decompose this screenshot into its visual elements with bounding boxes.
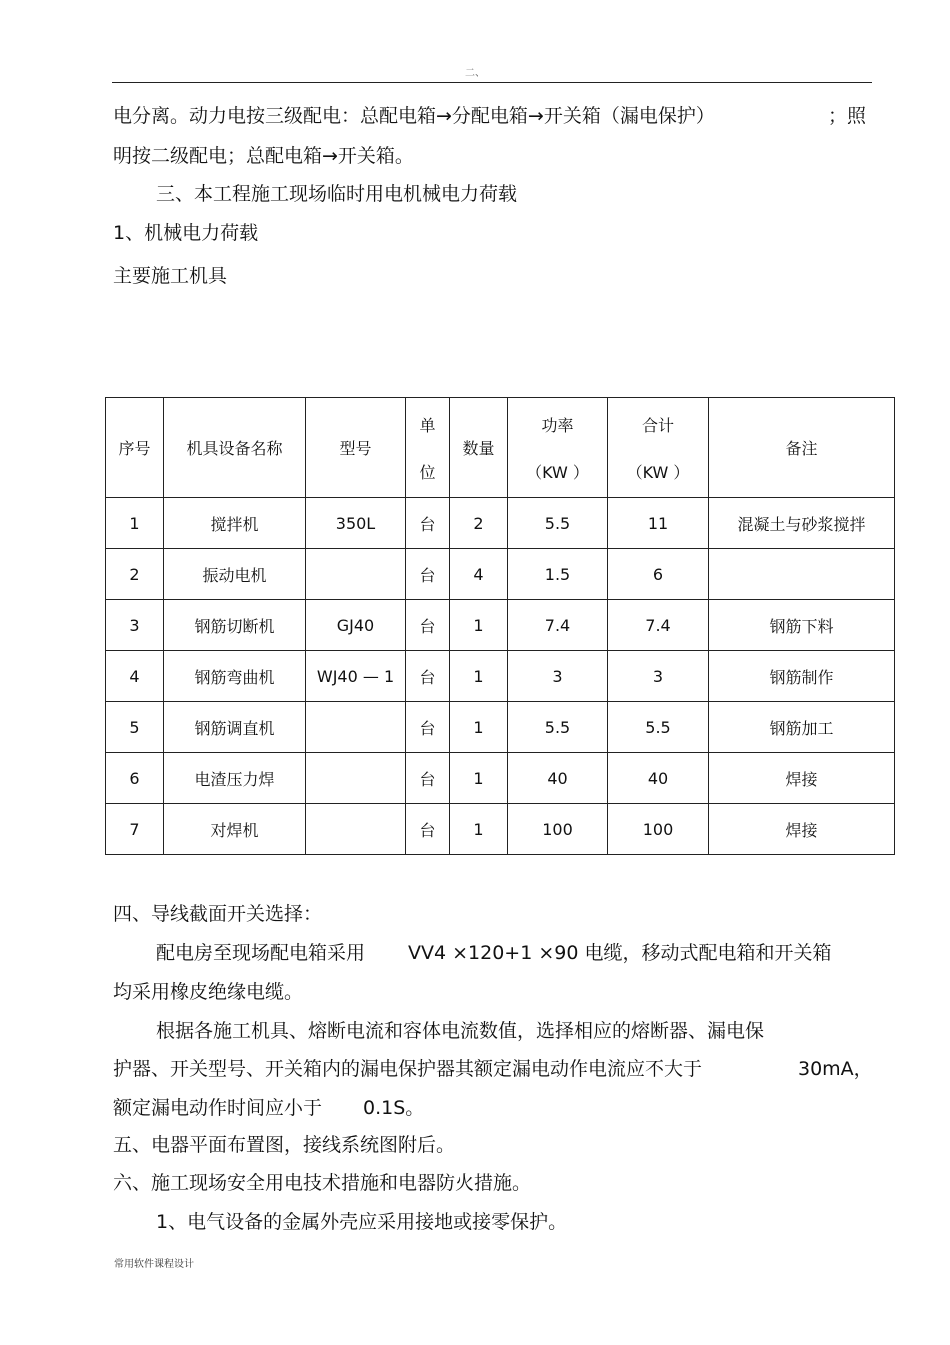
- section-6-title: 六、施工现场安全用电技术措施和电器防火措施。: [113, 1172, 532, 1194]
- page-footer: 常用软件课程设计: [114, 1259, 194, 1270]
- header-model: 型号: [306, 398, 406, 498]
- paragraph-line: 护器、开关型号、开关箱内的漏电保护器其额定漏电动作电流应不大于: [113, 1058, 703, 1080]
- header-total-top: 合计: [641, 415, 674, 435]
- cell-seq: 2: [106, 549, 164, 600]
- cell-qty: 1: [450, 702, 508, 753]
- cell-total: 6: [608, 549, 709, 600]
- header-mark: 二、: [465, 68, 485, 79]
- header-power-bottom: （KW ）: [526, 462, 589, 482]
- cell-unit: 台: [406, 702, 450, 753]
- paragraph-line: 额定漏电动作时间应小于: [113, 1097, 323, 1119]
- cell-qty: 1: [450, 600, 508, 651]
- cell-unit: 台: [406, 549, 450, 600]
- table-header-row: [106, 398, 895, 498]
- cell-seq: 6: [106, 753, 164, 804]
- cell-power: 5.5: [508, 498, 608, 549]
- cell-qty: 4: [450, 549, 508, 600]
- cell-power: 100: [508, 804, 608, 855]
- list-item: 1、电气设备的金属外壳应采用接地或接零保护。: [156, 1211, 568, 1233]
- cell-qty: 2: [450, 498, 508, 549]
- header-unit: [406, 398, 450, 498]
- cell-unit: 台: [406, 651, 450, 702]
- table-row: [106, 498, 895, 549]
- cell-qty: 1: [450, 804, 508, 855]
- cell-name: 钢筋切断机: [164, 600, 306, 651]
- table-row: [106, 702, 895, 753]
- section-4-title: 四、导线截面开关选择：: [113, 903, 323, 925]
- cell-total: 3: [608, 651, 709, 702]
- cell-note: 混凝土与砂浆搅拌: [709, 498, 895, 549]
- cell-model: [306, 804, 406, 855]
- cell-total: 5.5: [608, 702, 709, 753]
- cell-seq: 1: [106, 498, 164, 549]
- header-unit-bottom: 位: [419, 462, 436, 482]
- cell-name: 电渣压力焊: [164, 753, 306, 804]
- cell-power: 5.5: [508, 702, 608, 753]
- subsection-title: 主要施工机具: [113, 265, 228, 287]
- header-unit-top: 单: [419, 415, 436, 435]
- cell-unit: 台: [406, 600, 450, 651]
- cell-total: 40: [608, 753, 709, 804]
- header-note: 备注: [709, 398, 895, 498]
- table-row: [106, 753, 895, 804]
- cell-model: [306, 753, 406, 804]
- cell-model: WJ40 — 1: [306, 651, 406, 702]
- cell-model: [306, 702, 406, 753]
- header-total: [608, 398, 709, 498]
- paragraph-line: 明按二级配电；总配电箱→开关箱。: [113, 145, 414, 167]
- cell-qty: 1: [450, 753, 508, 804]
- paragraph-line: 均采用橡皮绝缘电缆。: [113, 981, 304, 1003]
- cell-unit: 台: [406, 753, 450, 804]
- paragraph-line: 配电房至现场配电箱采用: [156, 942, 366, 964]
- paragraph-line-end: ；照: [828, 105, 867, 127]
- cell-total: 100: [608, 804, 709, 855]
- table-row: [106, 651, 895, 702]
- cell-model: 350L: [306, 498, 406, 549]
- header-rule: [112, 82, 872, 83]
- cell-note: 钢筋下料: [709, 600, 895, 651]
- subsection-title: 1、机械电力荷载: [113, 222, 259, 244]
- header-name: 机具设备名称: [164, 398, 306, 498]
- cell-model: [306, 549, 406, 600]
- cell-unit: 台: [406, 804, 450, 855]
- cell-power: 7.4: [508, 600, 608, 651]
- header-qty: 数量: [450, 398, 508, 498]
- paragraph-line: 30mA，: [798, 1058, 873, 1080]
- cell-note: 焊接: [709, 753, 895, 804]
- paragraph-line: 0.1S。: [363, 1097, 425, 1119]
- cell-name: 钢筋弯曲机: [164, 651, 306, 702]
- cell-unit: 台: [406, 498, 450, 549]
- cell-model: GJ40: [306, 600, 406, 651]
- section-3-title: 三、本工程施工现场临时用电机械电力荷载: [156, 183, 518, 205]
- table-row: [106, 549, 895, 600]
- cell-total: 11: [608, 498, 709, 549]
- cell-name: 钢筋调直机: [164, 702, 306, 753]
- header-power-top: 功率: [541, 415, 574, 435]
- cell-name: 对焊机: [164, 804, 306, 855]
- cell-seq: 4: [106, 651, 164, 702]
- cell-seq: 7: [106, 804, 164, 855]
- cell-power: 3: [508, 651, 608, 702]
- machine-table: [105, 397, 895, 855]
- cell-note: 焊接: [709, 804, 895, 855]
- cell-note: 钢筋制作: [709, 651, 895, 702]
- header-power: [508, 398, 608, 498]
- header-total-bottom: （KW ）: [626, 462, 690, 482]
- paragraph-line: 电分离。动力电按三级配电：总配电箱→分配电箱→开关箱（漏电保护）: [113, 105, 715, 127]
- cell-name: 搅拌机: [164, 498, 306, 549]
- cell-note: 钢筋加工: [709, 702, 895, 753]
- cell-seq: 5: [106, 702, 164, 753]
- header-seq: 序号: [106, 398, 164, 498]
- table-row: [106, 600, 895, 651]
- cell-name: 振动电机: [164, 549, 306, 600]
- cell-qty: 1: [450, 651, 508, 702]
- paragraph-line: 根据各施工机具、熔断电流和容体电流数值，选择相应的熔断器、漏电保: [156, 1020, 765, 1042]
- cell-power: 40: [508, 753, 608, 804]
- cell-power: 1.5: [508, 549, 608, 600]
- section-5-title: 五、电器平面布置图，接线系统图附后。: [113, 1134, 456, 1156]
- table-row: [106, 804, 895, 855]
- cell-seq: 3: [106, 600, 164, 651]
- cell-note: [709, 549, 895, 600]
- paragraph-line: VV4 ×120+1 ×90 电缆，移动式配电箱和开关箱: [408, 942, 832, 964]
- cell-total: 7.4: [608, 600, 709, 651]
